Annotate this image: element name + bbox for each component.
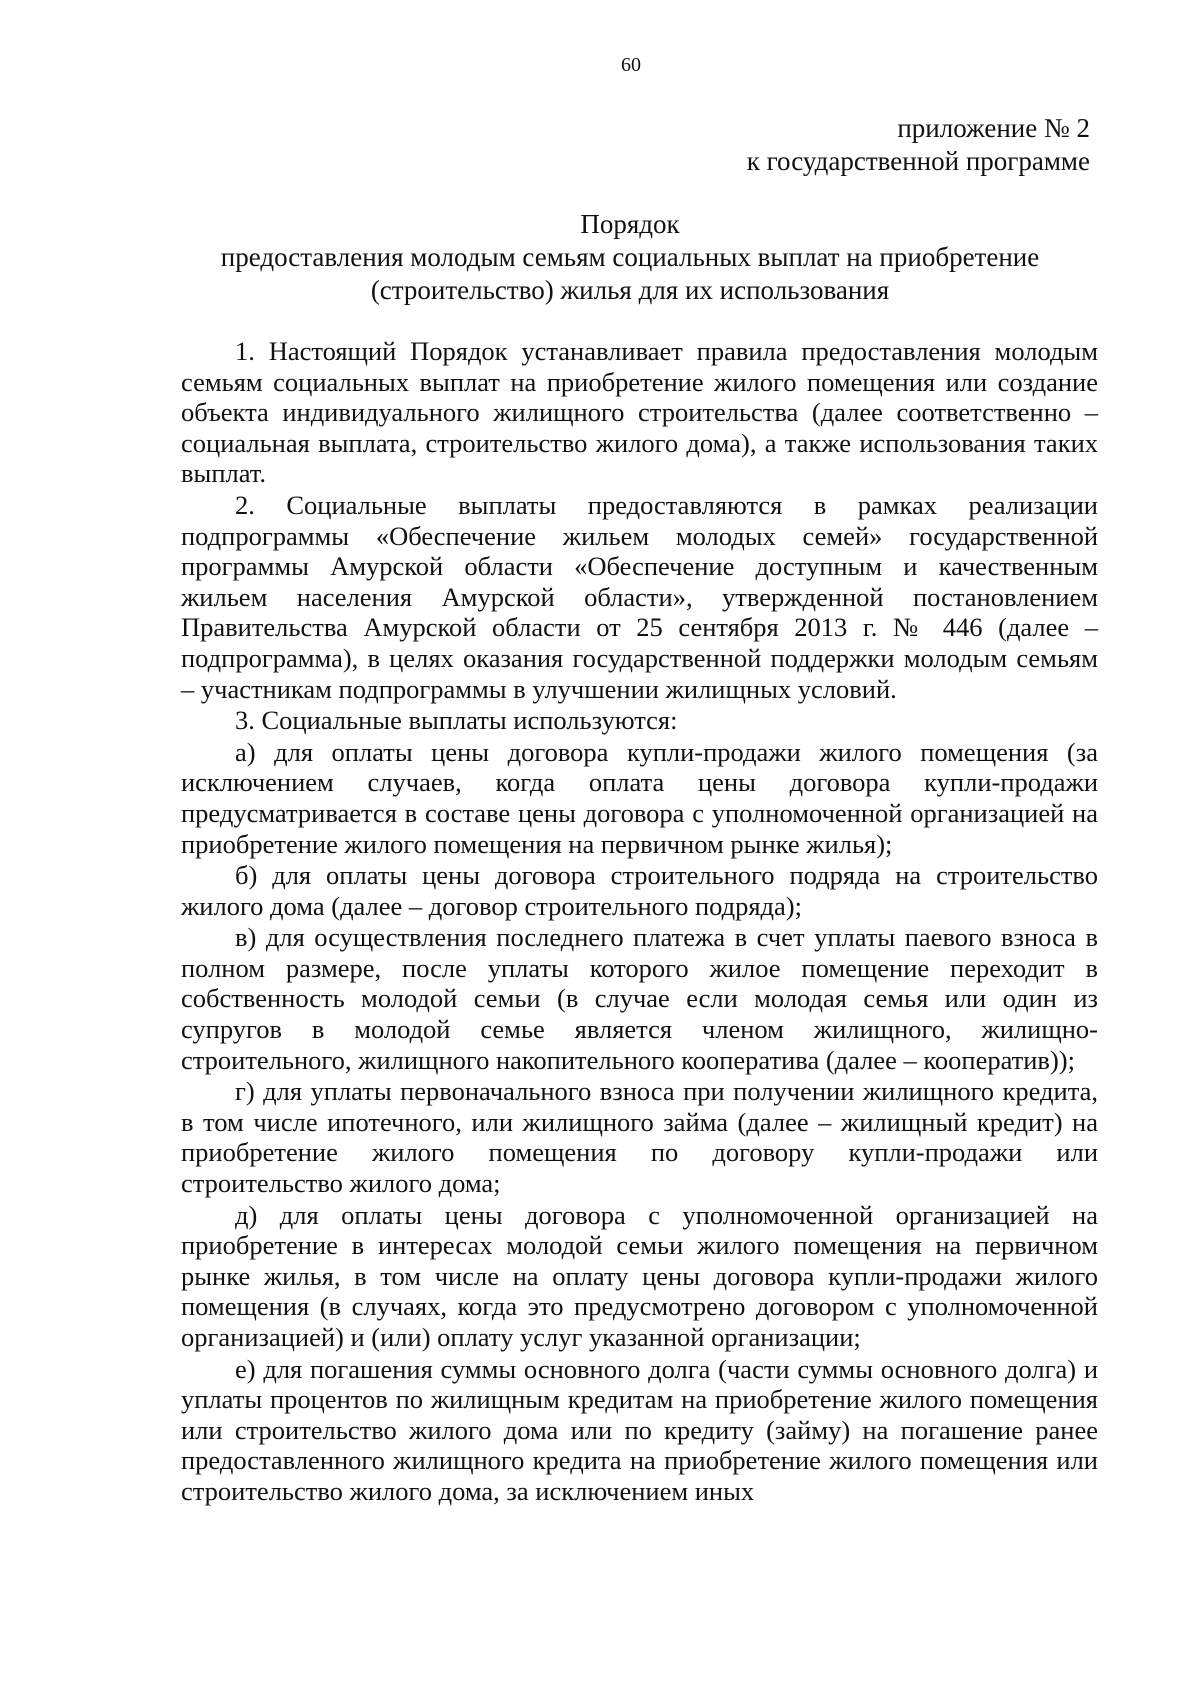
- paragraph-3: 3. Социальные выплаты используются:: [235, 705, 678, 736]
- paragraph-3v: в) для осуществления последнего платежа в счет уплаты паевого взноса в полном размере, после уплаты которого жилое помещение переходит в собственность молодой семьи (в случае если молодая семья или один из супругов в молодой семье является членом жилищного, жилищно-строительного, жилищного накопительного кооператива (далее – кооператив));: [181, 922, 1098, 1075]
- paragraph-3b: б) для оплаты цены договора строительного подряда на строительство жилого дома (далее – договор строительного подряда);: [181, 860, 1098, 921]
- document-body: [181, 336, 1098, 1508]
- appendix-line-program: к государственной программе: [746, 146, 1090, 176]
- paragraph-3d: д) для оплаты цены договора с уполномоченной организацией на приобретение в интересах молодой семьи жилого помещения на первичном рынке жилья, в том числе на оплату цены договора купли-продажи жилого помещения (в случаях, когда это предусмотрено договором с уполномоченной организацией) и (или) оплату услуг указанной организации;: [181, 1199, 1098, 1352]
- paragraph-3e: е) для погашения суммы основного долга (части суммы основного долга) и уплаты процентов по жилищным кредитам на приобретение жилого помещения или строительство жилого дома или по кредиту (займу) на погашение ранее предоставленного жилищного кредита на приобретение жилого помещения или строительство жилого дома, за исключением иных: [181, 1353, 1098, 1506]
- title-heading: Порядок: [580, 209, 680, 239]
- paragraph-3g: г) для уплаты первоначального взноса при получении жилищного кредита, в том числе ипотечного, или жилищного займа (далее – жилищный кредит) на приобретение жилого помещения по договору купли-продажи или строительство жилого дома;: [181, 1076, 1098, 1199]
- paragraph-3a: а) для оплаты цены договора купли-продажи жилого помещения (за исключением случаев, когда оплата цены договора купли-продажи предусматривается в составе цены договора с уполномоченной организацией на приобретение жилого помещения на первичном рынке жилья);: [181, 736, 1098, 859]
- document-title: [150, 208, 1110, 307]
- paragraph-2: 2. Социальные выплаты предоставляются в рамках реализации подпрограммы «Обеспечение жильем молодых семей» государственной программы Амурской области «Обеспечение доступным и качественным жильем населения Амурской области», утвержденной постановлением Правительства Амурской области от 25 сентября 2013 г. № 446 (далее – подпрограмма), в целях оказания государственной поддержки молодым семьям – участникам подпрограммы в улучшении жилищных условий.: [181, 489, 1098, 704]
- title-line-2: (строительство) жилья для их использования: [370, 275, 890, 305]
- page-number: 60: [621, 54, 641, 76]
- paragraph-1: 1. Настоящий Порядок устанавливает правила предоставления молодым семьям социальных выплат на приобретение жилого помещения или создание объекта индивидуального жилищного строительства (далее соответственно – социальная выплата, строительство жилого дома), а также использования таких выплат.: [181, 336, 1098, 489]
- appendix-line-number: приложение № 2: [897, 113, 1090, 143]
- title-line-1: предоставления молодым семьям социальных выплат на приобретение: [220, 242, 1040, 272]
- appendix-reference: [747, 112, 1090, 178]
